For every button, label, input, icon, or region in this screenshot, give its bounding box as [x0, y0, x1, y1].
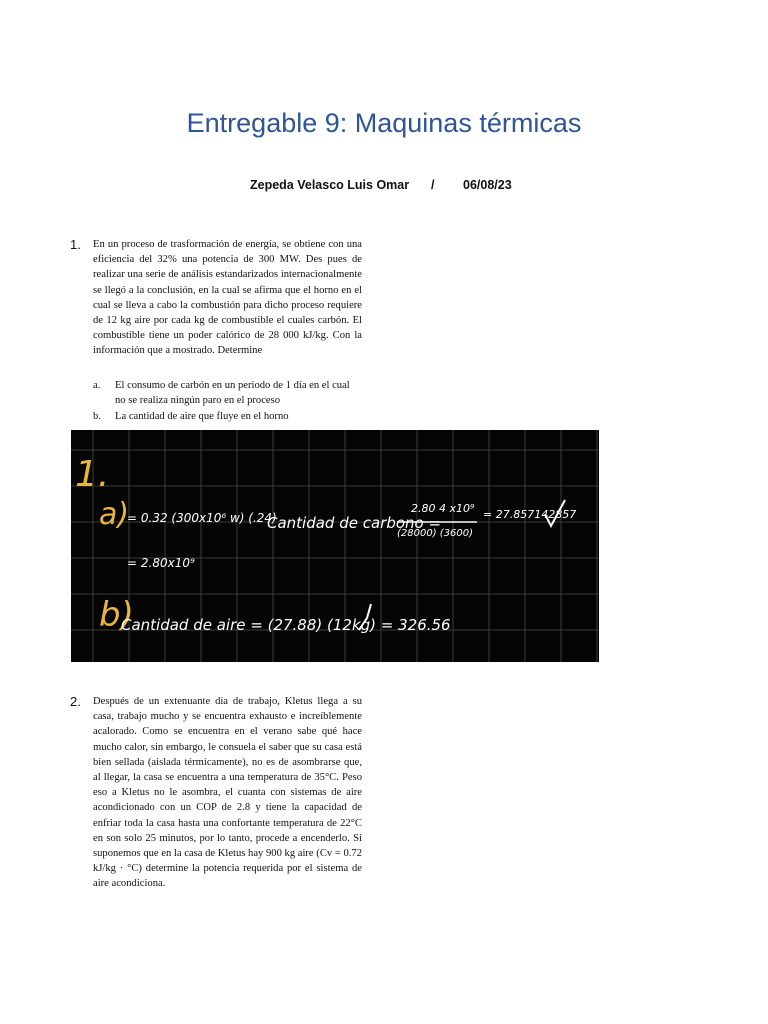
question-1-body: En un proceso de trasformación de energía, se obtiene con una eficiencia del 32% una potencia de 300 MW. Des pues de realizar una serie de análisis estandarizados internacionalmente se llegó a la conclusión, en la cual se afirma que el horno en el cual se lleva a cabo la combustión para dicho proceso requiere de 12 kg aire por cada kg de combustible el cuales carbón. El combustible tiene un poder calórico de 28 000 kJ/kg. Con la información que a mostrado. Determine: [93, 239, 362, 357]
question-1-text: [93, 237, 362, 359]
part-a-label: a): [99, 497, 130, 532]
part-b-label: b): [99, 595, 134, 635]
fraction-numerator: 2.80 4 x10⁹: [411, 502, 475, 515]
document-title: Entregable 9: Maquinas térmicas: [186, 108, 582, 138]
part-a-equation-1: = 0.32 (300x10⁶ w) (.24): [127, 511, 277, 525]
item-a-text: El consumo de carbón en un periodo de 1 día en el cual no se realiza ningún paro en el proceso: [115, 380, 350, 407]
question-2-number: 2.: [70, 694, 81, 709]
author-line: [0, 178, 768, 196]
author-separator: /: [431, 178, 435, 192]
document-date: 06/08/23: [463, 178, 512, 192]
item-b-label: b.: [93, 411, 101, 422]
item-a-label: a.: [93, 380, 101, 391]
carbon-amount-label: Cantidad de carbono =: [267, 514, 442, 532]
question-1-number: 1.: [70, 237, 81, 252]
question-2-body: Después de un extenuante día de trabajo, Kletus llega a su casa, trabajo mucho y se encuentra exhausto e increíblemente acalorado. Como se encuentra en el verano sabe qué hace mucho calor, sin embargo, le consuela el saber que su casa está bien sellada (aislada térmicamente), no es de asombrarse que, al llegar, la casa se encuentra a una temperatura de 35°C. Peso eso a Kletus no le asombra, el cuanta con sistemas de aire acondicionado con un COP de 2.8 y tiene la capacidad de enfriar toda la casa hasta una confortante temperatura de 22°C en son solo 25 minutos, por lo tanto, procede a encenderlo. Si suponemos que en la casa de Kletus hay 900 kg aire (Cv = 0.72 kJ/kg · °C) determine la potencia requerida por el sistema de aire acondiciona.: [93, 696, 362, 890]
part-b-equation: Cantidad de aire = (27.88) (12kg) = 326.56: [121, 616, 451, 634]
author-name: Zepeda Velasco Luis Omar: [250, 178, 410, 192]
problem-number-mark: 1.: [75, 454, 110, 495]
question-2-text: [93, 694, 362, 892]
handwritten-solution-image: [71, 430, 599, 662]
item-b-text: La cantidad de aire que fluye en el horno: [115, 411, 289, 422]
fraction-denominator: (28000) (3600): [397, 528, 474, 539]
solution-board: [71, 430, 599, 662]
part-a-equation-2: = 2.80x10⁹: [127, 556, 195, 570]
part-a-result: = 27.857142857: [483, 508, 577, 521]
